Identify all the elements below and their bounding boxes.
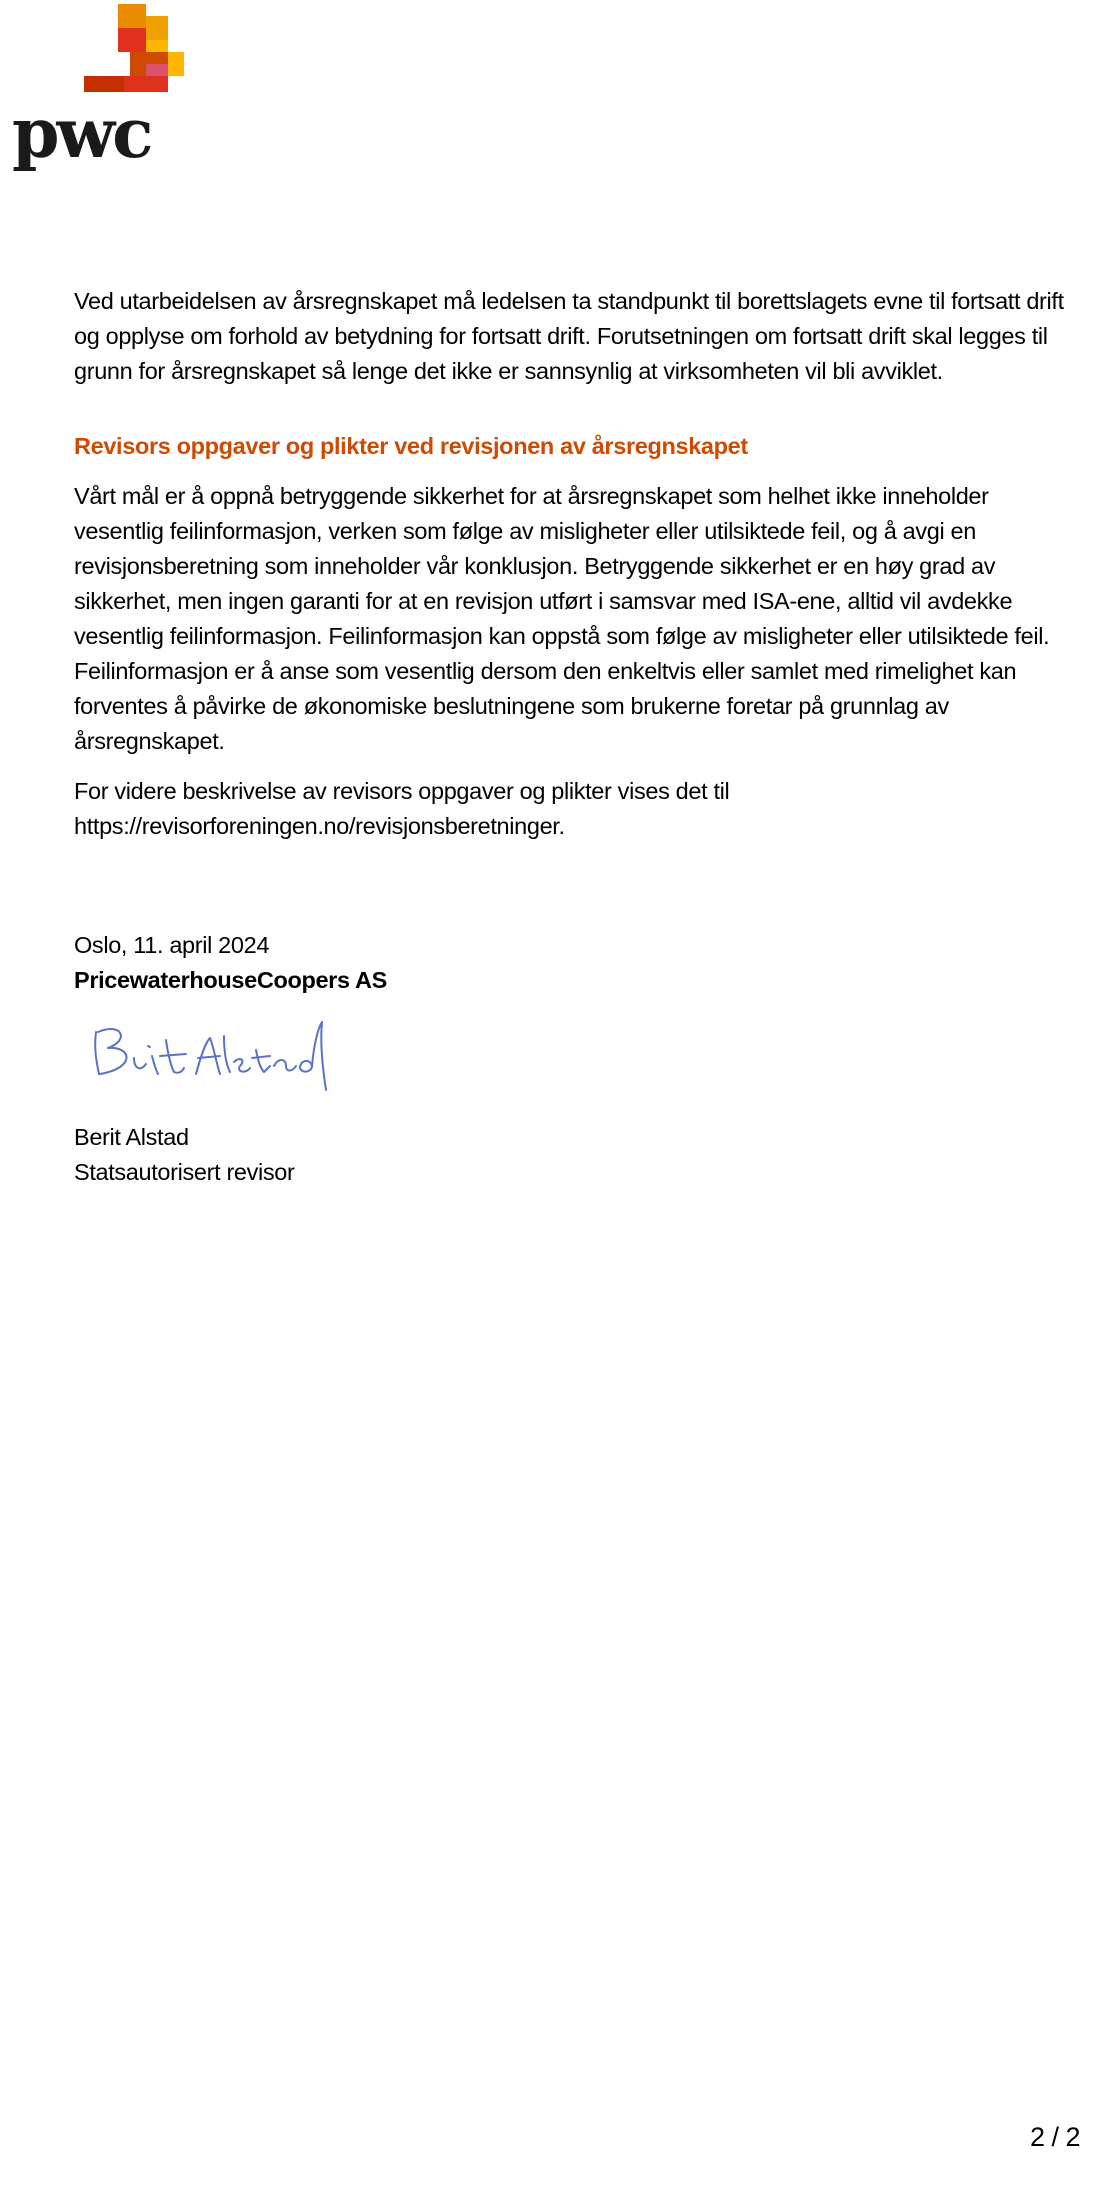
firm-name: PricewaterhouseCoopers AS xyxy=(74,967,387,993)
document-body xyxy=(74,284,1074,1190)
reference-paragraph: For videre beskrivelse av revisors oppgaver og plikter vises det til https://revisorforeningen.no/revisjonsberetninger. xyxy=(74,778,730,839)
pwc-wordmark: pwc xyxy=(12,94,151,174)
handwritten-signature xyxy=(74,1002,334,1102)
going-concern-paragraph: Ved utarbeidelsen av årsregnskapet må ledelsen ta standpunkt til borettslagets evne til fortsatt drift og opplyse om forhold av betydning for fortsatt drift. Forutsetningen om fortsatt drift skal legges til grunn for årsregnskapet så lenge det ikke er sannsynlig at virksomheten vil bli avviklet. xyxy=(74,288,1064,384)
auditor-duties-paragraph: Vårt mål er å oppnå betryggende sikkerhet for at årsregnskapet som helhet ikke inneholder vesentlig feilinformasjon, verken som følge av misligheter eller utilsiktede feil, og å avgi en revisjonsberetning som inneholder vår konklusjon. Betryggende sikkerhet er en høy grad av sikkerhet, men ingen garanti for at en revisjon utført i samsvar med ISA-ene, alltid vil avdekke vesentlig feilinformasjon. Feilinformasjon kan oppstå som følge av misligheter eller utilsiktede feil. Feilinformasjon er å anse som vesentlig dersom den enkeltvis eller samlet med rimelighet kan forventes å påvirke de økonomiske beslutningene som brukerne foretar på grunnlag av årsregnskapet. xyxy=(74,483,1050,754)
pwc-logo-mark xyxy=(12,4,184,100)
place-date: Oslo, 11. april 2024 xyxy=(74,932,270,958)
signoff-block xyxy=(74,928,1074,1190)
page-number: 2 / 2 xyxy=(1029,2122,1080,2152)
pwc-logo xyxy=(12,4,184,180)
signature-drawing xyxy=(74,1002,334,1102)
signer-title: Statsautorisert revisor xyxy=(74,1159,295,1185)
signer-name: Berit Alstad xyxy=(74,1124,189,1150)
section-heading: Revisors oppgaver og plikter ved revisjonen av årsregnskapet xyxy=(74,433,748,459)
